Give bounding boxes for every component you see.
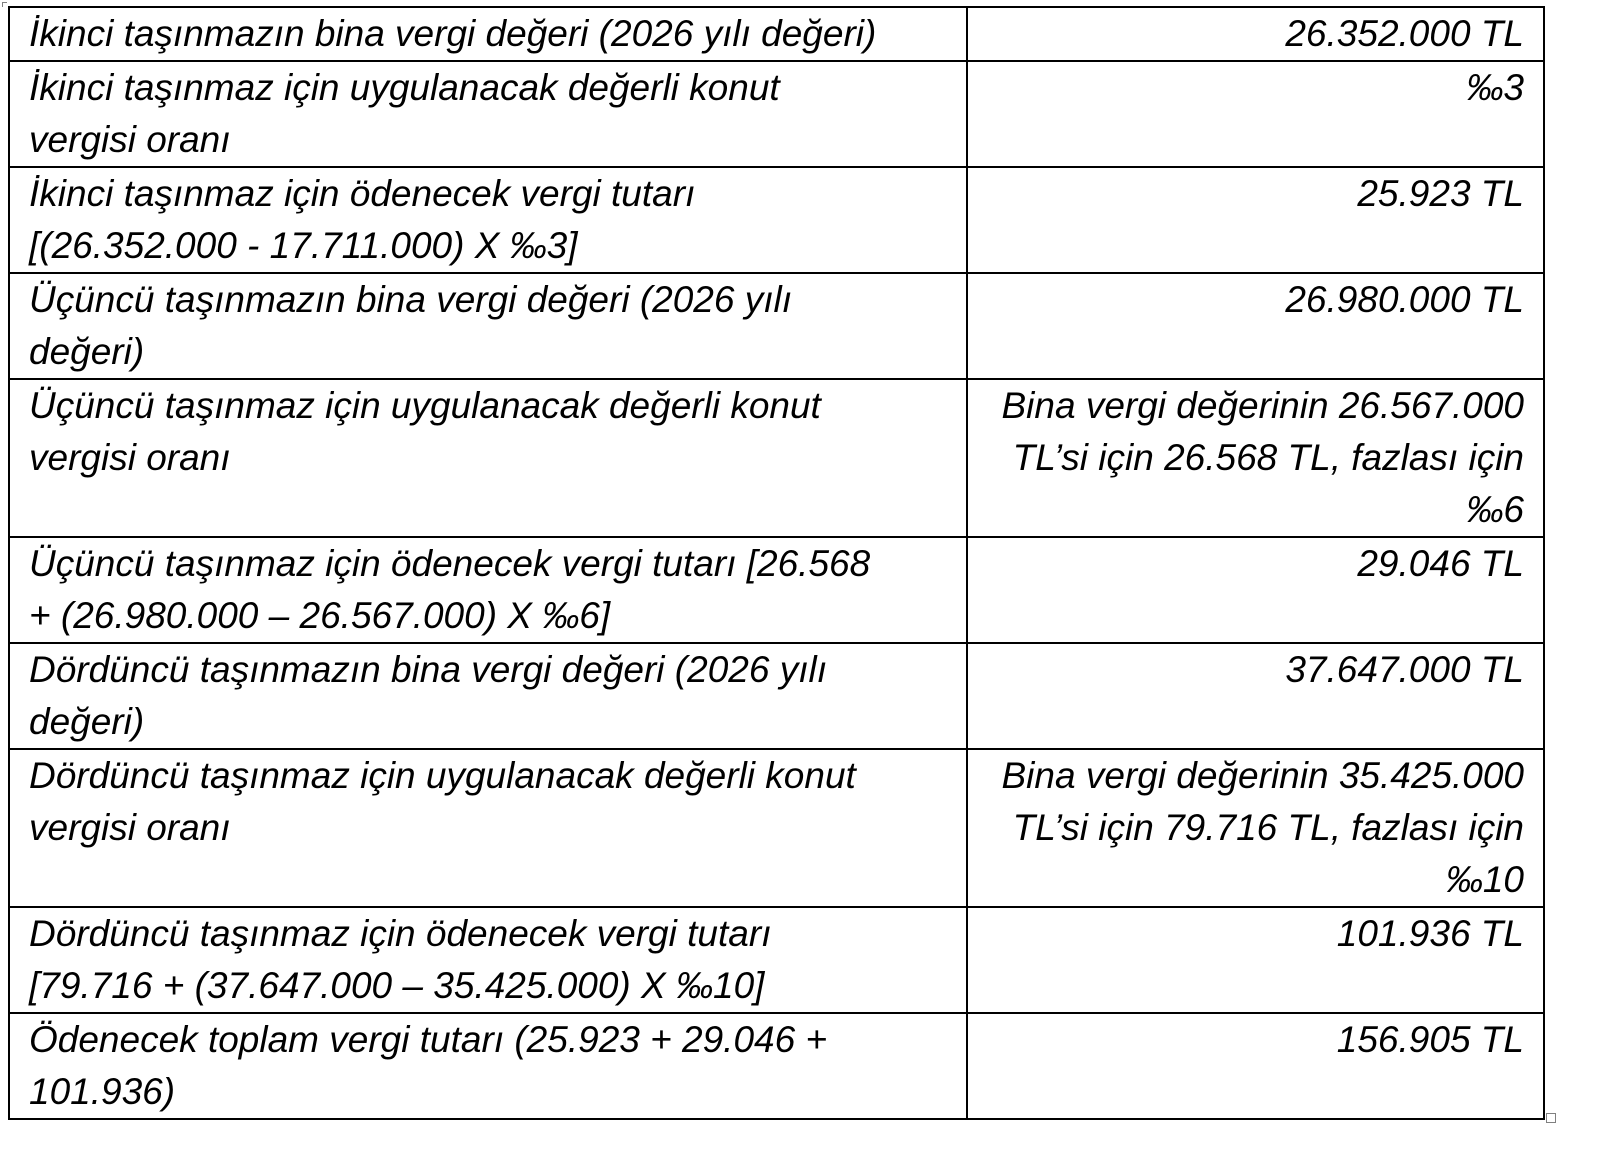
row-value-line: 26.980.000 TL [1285,279,1524,320]
row-label-line: vergisi oranı [29,437,231,478]
row-label-line: vergisi oranı [29,119,231,160]
row-label-line: + (26.980.000 – 26.567.000) X ‰6] [29,595,611,636]
row-label-line: [(26.352.000 - 17.711.000) X ‰3] [29,225,578,266]
row-label-line: değeri) [29,331,145,372]
row-value-line: TL’si için 26.568 TL, fazlası için [1012,437,1524,478]
row-value-cell [967,61,1544,167]
row-value-line: 156.905 TL [1336,1019,1524,1060]
row-value-line: Bina vergi değerinin 26.567.000 [1001,385,1524,426]
row-value-line: TL’si için 79.716 TL, fazlası için [1012,807,1524,848]
row-label-line: Dördüncü taşınmaz için uygulanacak değerli konut [29,755,856,796]
row-value-cell [967,749,1544,907]
tax-calculation-table [8,6,1545,1120]
row-value-cell [967,1013,1544,1119]
row-label-cell [9,907,967,1013]
row-label-line: Üçüncü taşınmaz için uygulanacak değerli konut [29,385,821,426]
row-value-cell [967,379,1544,537]
row-label-line: İkinci taşınmazın bina vergi değeri (2026 yılı değeri) [29,13,877,54]
row-label-cell [9,643,967,749]
row-label-line: Üçüncü taşınmaz için ödenecek vergi tutarı [26.568 [29,543,871,584]
row-label-cell [9,379,967,537]
row-label-line: İkinci taşınmaz için ödenecek vergi tutarı [29,173,696,214]
row-label-line: [79.716 + (37.647.000 – 35.425.000) X ‰10] [29,965,765,1006]
row-value-line: 37.647.000 TL [1285,649,1524,690]
row-value-cell [967,167,1544,273]
table-row [9,61,1544,167]
row-label-line: Ödenecek toplam vergi tutarı (25.923 + 29.046 + [29,1019,828,1060]
table-row [9,643,1544,749]
table-row [9,907,1544,1013]
row-label-line: Dördüncü taşınmazın bina vergi değeri (2026 yılı [29,649,827,690]
row-label-cell [9,7,967,61]
row-value-cell [967,7,1544,61]
row-label-line: değeri) [29,701,145,742]
table-row [9,379,1544,537]
row-label-cell [9,273,967,379]
row-value-cell [967,643,1544,749]
row-label-cell [9,1013,967,1119]
row-label-line: vergisi oranı [29,807,231,848]
row-value-line: ‰10 [1445,859,1524,900]
row-label-cell [9,61,967,167]
row-label-cell [9,167,967,273]
table-row [9,167,1544,273]
row-value-line: Bina vergi değerinin 35.425.000 [1001,755,1524,796]
row-value-line: 29.046 TL [1357,543,1524,584]
row-label-line: Dördüncü taşınmaz için ödenecek vergi tutarı [29,913,772,954]
row-value-cell [967,537,1544,643]
row-label-cell [9,749,967,907]
table-row [9,1013,1544,1119]
table-row [9,537,1544,643]
table-row [9,749,1544,907]
table-row [9,273,1544,379]
row-value-line: 25.923 TL [1357,173,1524,214]
table-row [9,7,1544,61]
row-value-cell [967,273,1544,379]
row-value-line: ‰3 [1466,67,1524,108]
row-label-line: Üçüncü taşınmazın bina vergi değeri (2026 yılı [29,279,793,320]
table-move-handle[interactable] [2,2,7,7]
row-value-line: 26.352.000 TL [1285,13,1524,54]
row-value-line: 101.936 TL [1336,913,1524,954]
row-label-cell [9,537,967,643]
row-value-line: ‰6 [1466,489,1524,530]
row-label-line: İkinci taşınmaz için uygulanacak değerli konut [29,67,780,108]
row-value-cell [967,907,1544,1013]
row-label-line: 101.936) [29,1071,176,1112]
table-resize-handle[interactable] [1546,1113,1556,1123]
